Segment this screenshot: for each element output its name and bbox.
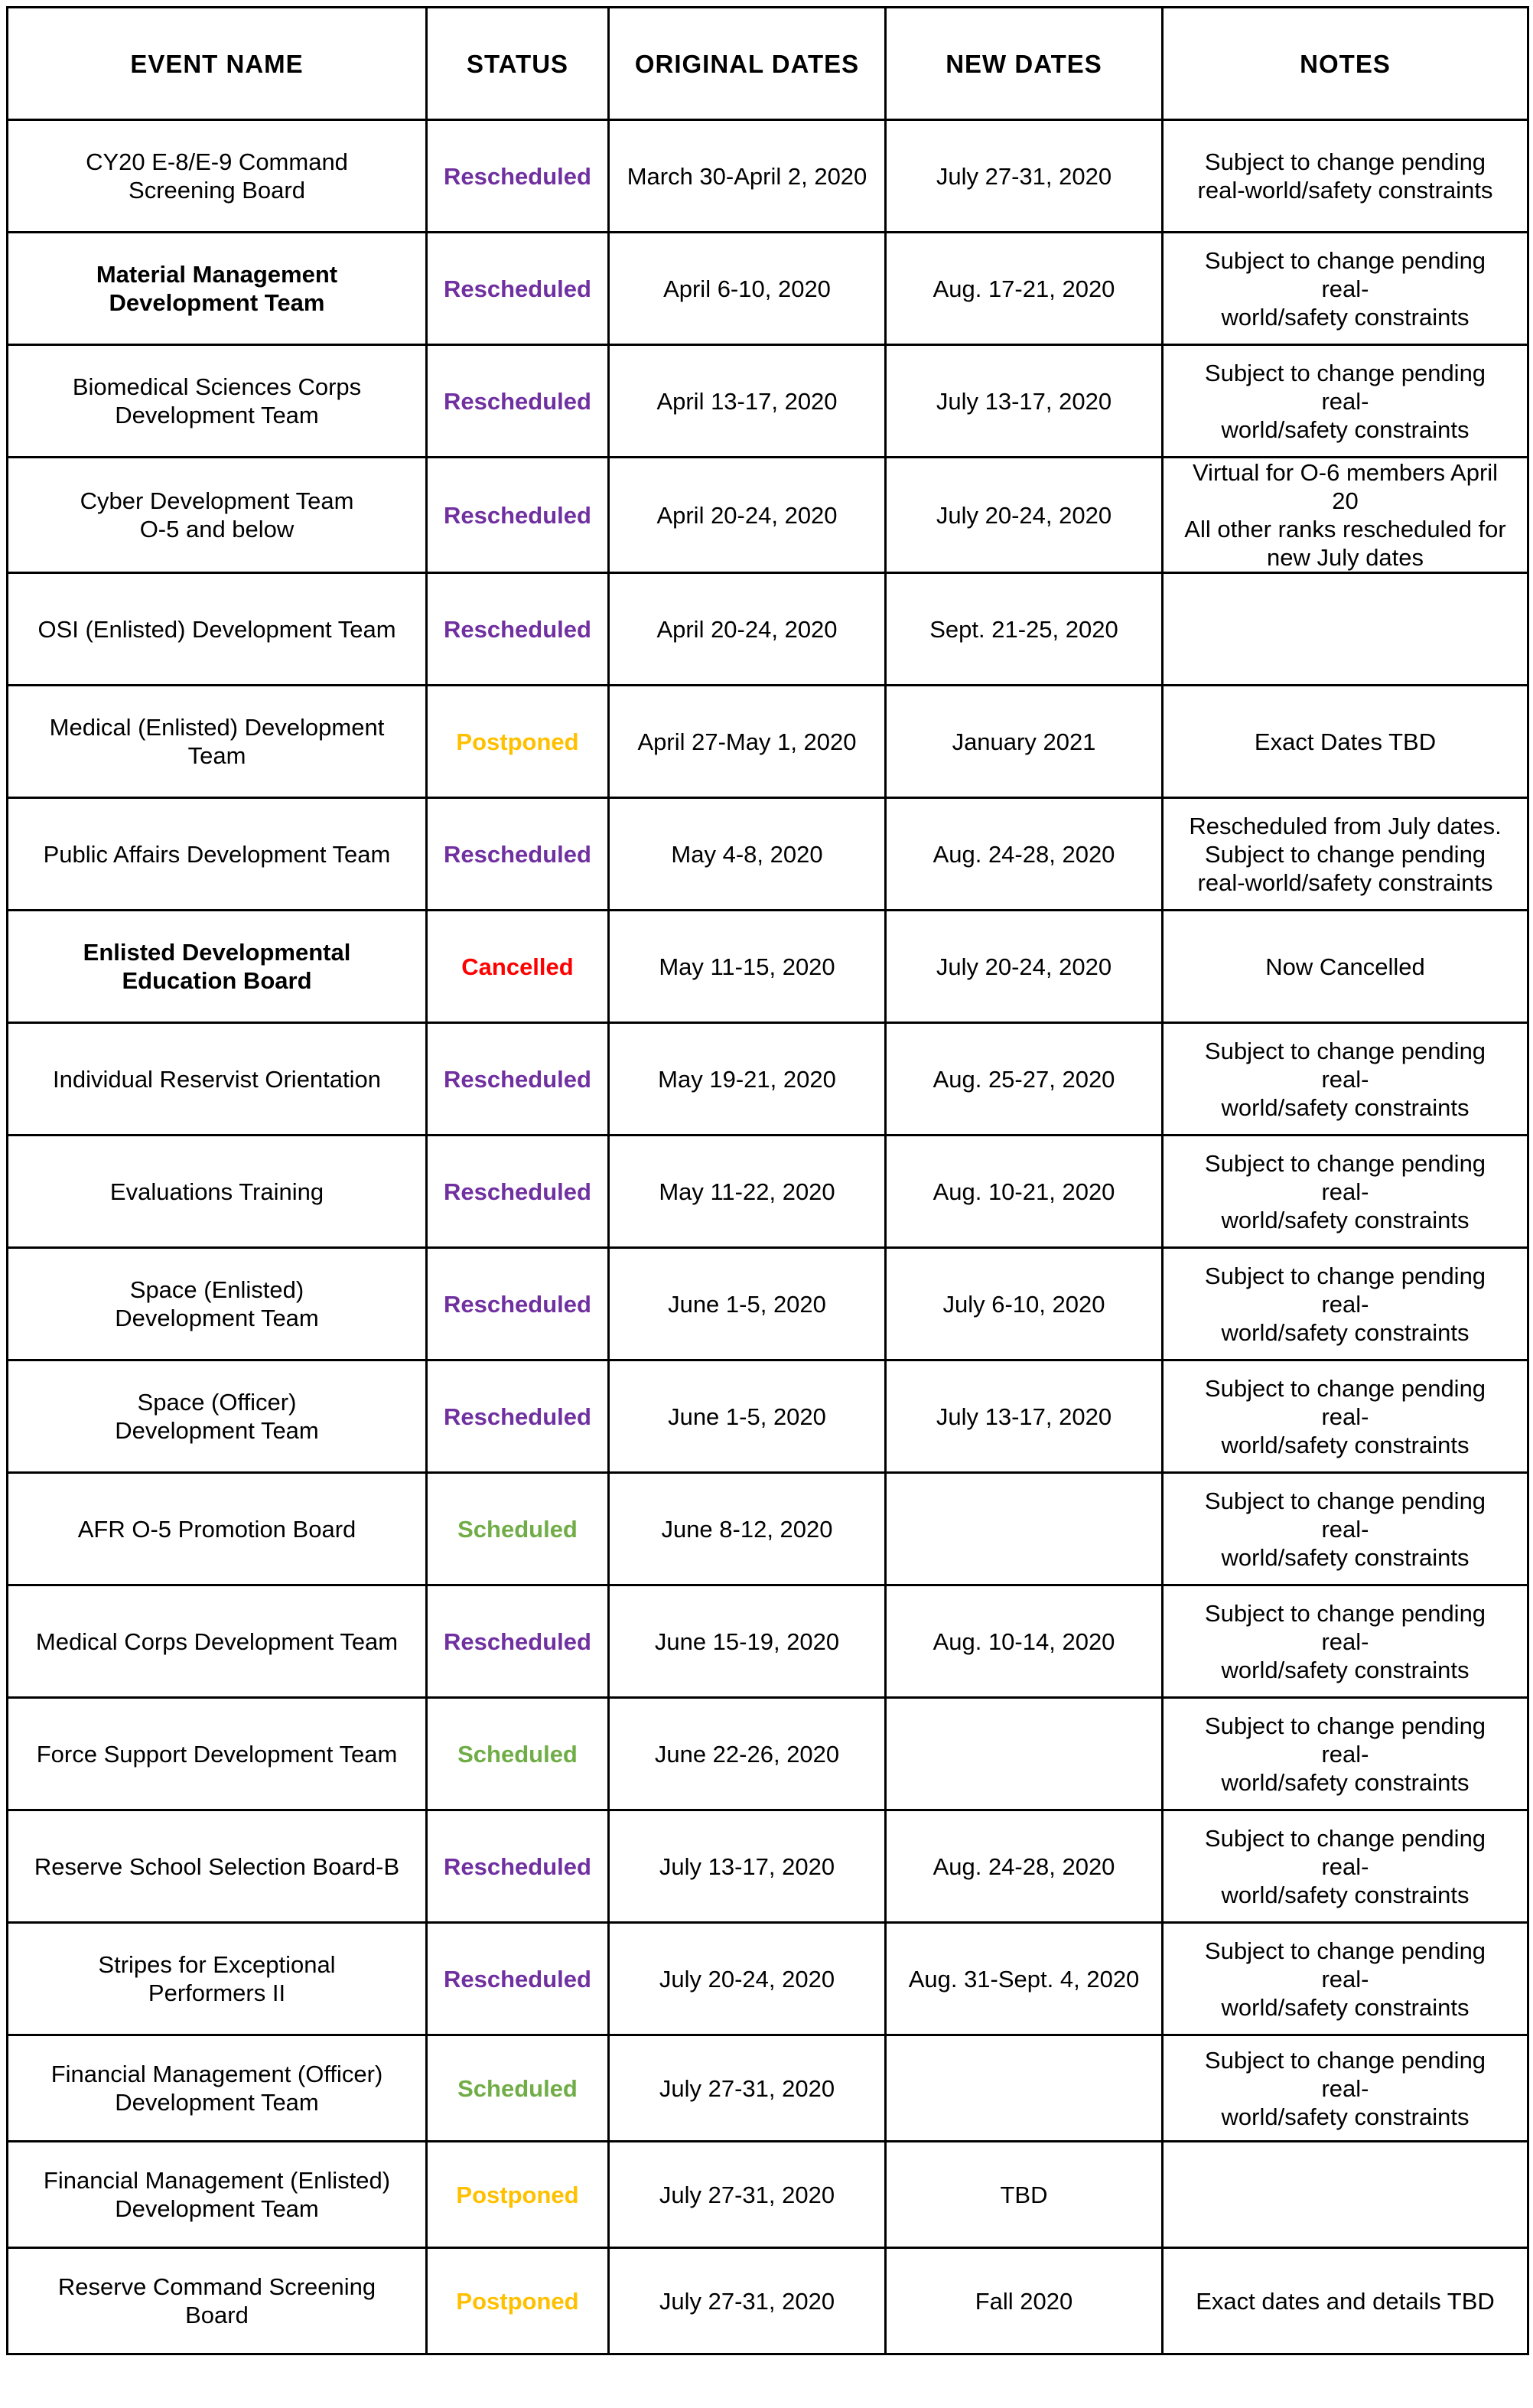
status-cell: Scheduled [427, 1698, 609, 1810]
table-row [8, 2142, 1528, 2248]
event-name-line: Development Team [115, 402, 319, 428]
status-cell: Rescheduled [427, 1023, 609, 1136]
notes-line: world/safety constraints [1221, 1431, 1470, 1458]
table-row [8, 686, 1528, 798]
event-name-cell [8, 233, 427, 345]
status-cell: Postponed [427, 2248, 609, 2354]
new-dates-cell: Aug. 24-28, 2020 [886, 1810, 1163, 1923]
new-dates-cell: Aug. 17-21, 2020 [886, 233, 1163, 345]
table-row [8, 1698, 1528, 1810]
status-cell: Rescheduled [427, 1248, 609, 1360]
new-dates-cell: July 20-24, 2020 [886, 458, 1163, 573]
status-cell: Scheduled [427, 1473, 609, 1585]
notes-line: real- [1321, 2074, 1369, 2102]
event-name-line: Material Management [96, 261, 338, 288]
event-name-line: Education Board [122, 967, 312, 994]
notes-line: Subject to change pending [1204, 1262, 1486, 1289]
notes-line: Subject to change pending [1204, 148, 1486, 175]
notes-line: real- [1321, 1740, 1369, 1768]
notes-cell [1163, 345, 1528, 458]
notes-cell [1163, 2142, 1528, 2248]
original-dates-cell: April 6-10, 2020 [609, 233, 886, 345]
notes-cell [1163, 1023, 1528, 1136]
notes-cell [1163, 1136, 1528, 1248]
table-row [8, 1473, 1528, 1585]
notes-line: real- [1321, 1852, 1369, 1880]
event-name-line: Cyber Development Team [80, 487, 354, 514]
table-row [8, 233, 1528, 345]
original-dates-cell: April 20-24, 2020 [609, 573, 886, 686]
table-row [8, 1136, 1528, 1248]
original-dates-cell: April 13-17, 2020 [609, 345, 886, 458]
notes-line: Subject to change pending [1204, 1037, 1486, 1064]
notes-line: Subject to change pending [1204, 1487, 1486, 1514]
event-name-line: Financial Management (Officer) [50, 2061, 383, 2087]
table-row [8, 120, 1528, 233]
status-cell: Rescheduled [427, 120, 609, 233]
event-name-cell [8, 573, 427, 686]
status-cell: Rescheduled [427, 345, 609, 458]
original-dates-cell: May 11-15, 2020 [609, 911, 886, 1023]
event-name-cell [8, 1923, 427, 2035]
notes-line: real- [1321, 1965, 1369, 1993]
event-name-line: CY20 E-8/E-9 Command [86, 148, 348, 175]
new-dates-cell [886, 2035, 1163, 2142]
notes-cell [1163, 573, 1528, 686]
notes-cell [1163, 2248, 1528, 2354]
event-name-line: Individual Reservist Orientation [52, 1065, 382, 1093]
notes-line: world/safety constraints [1221, 2103, 1470, 2130]
original-dates-cell: July 27-31, 2020 [609, 2248, 886, 2354]
notes-cell [1163, 233, 1528, 345]
table-row [8, 1585, 1528, 1698]
notes-cell [1163, 798, 1528, 911]
event-name-line: Space (Officer) [137, 1389, 297, 1416]
new-dates-cell: Fall 2020 [886, 2248, 1163, 2354]
notes-line: world/safety constraints [1221, 1993, 1470, 2021]
event-name-cell [8, 2035, 427, 2142]
notes-cell [1163, 458, 1528, 573]
status-cell: Rescheduled [427, 798, 609, 911]
event-name-line: Reserve Command Screening [57, 2273, 376, 2300]
event-name-line: Enlisted Developmental [83, 939, 351, 966]
event-name-cell [8, 686, 427, 798]
notes-line: Exact Dates TBD [1254, 728, 1437, 755]
notes-line: real- [1321, 1515, 1369, 1543]
event-name-line: Space (Enlisted) [129, 1276, 304, 1303]
status-cell: Rescheduled [427, 1360, 609, 1473]
new-dates-cell: TBD [886, 2142, 1163, 2248]
new-dates-cell: Sept. 21-25, 2020 [886, 573, 1163, 686]
event-name-cell [8, 1136, 427, 1248]
notes-line: Exact dates and details TBD [1196, 2287, 1495, 2315]
event-name-cell [8, 911, 427, 1023]
event-name-line: Evaluations Training [109, 1178, 324, 1205]
event-name-cell [8, 1023, 427, 1136]
notes-line: real- [1321, 275, 1369, 302]
notes-cell [1163, 2035, 1528, 2142]
table-row [8, 911, 1528, 1023]
notes-line: Subject to change pending [1204, 2046, 1486, 2074]
table-row [8, 1248, 1528, 1360]
event-name-cell [8, 2248, 427, 2354]
original-dates-cell: July 20-24, 2020 [609, 1923, 886, 2035]
notes-line: Now Cancelled [1265, 953, 1425, 980]
header-event-name: EVENT NAME [8, 8, 427, 120]
event-name-cell [8, 458, 427, 573]
event-name-cell [8, 1698, 427, 1810]
table-row [8, 2248, 1528, 2354]
header-notes: NOTES [1163, 8, 1528, 120]
notes-line: Virtual for O-6 members April [1192, 459, 1499, 486]
event-name-line: Reserve School Selection Board-B [34, 1852, 400, 1880]
new-dates-cell: July 13-17, 2020 [886, 1360, 1163, 1473]
notes-cell [1163, 1248, 1528, 1360]
original-dates-cell: June 22-26, 2020 [609, 1698, 886, 1810]
notes-line: real- [1321, 1290, 1369, 1318]
event-name-line: Performers II [148, 1980, 286, 2006]
notes-line: world/safety constraints [1221, 1206, 1470, 1233]
notes-line: world/safety constraints [1221, 1768, 1470, 1796]
new-dates-cell: July 13-17, 2020 [886, 345, 1163, 458]
notes-line: Subject to change pending [1204, 1824, 1486, 1852]
notes-cell [1163, 686, 1528, 798]
event-name-line: Financial Management (Enlisted) [43, 2167, 391, 2194]
header-new-dates: NEW DATES [886, 8, 1163, 120]
notes-line: world/safety constraints [1221, 303, 1470, 331]
notes-line: world/safety constraints [1221, 1656, 1470, 1683]
event-name-line: Development Team [115, 2089, 319, 2116]
notes-line: Rescheduled from July dates. [1189, 812, 1502, 839]
status-cell: Cancelled [427, 911, 609, 1023]
original-dates-cell: May 11-22, 2020 [609, 1136, 886, 1248]
notes-line: Subject to change pending [1204, 1149, 1486, 1177]
notes-line: real- [1321, 387, 1369, 415]
event-name-line: Development Team [115, 1417, 319, 1444]
original-dates-cell: June 1-5, 2020 [609, 1248, 886, 1360]
original-dates-cell: May 4-8, 2020 [609, 798, 886, 911]
notes-line: Subject to change pending [1204, 1712, 1486, 1739]
header-original-dates: ORIGINAL DATES [609, 8, 886, 120]
notes-line: new July dates [1266, 544, 1424, 571]
event-name-cell [8, 1473, 427, 1585]
status-cell: Scheduled [427, 2035, 609, 2142]
notes-line: 20 [1332, 487, 1359, 514]
status-cell: Rescheduled [427, 1923, 609, 2035]
original-dates-cell: July 27-31, 2020 [609, 2142, 886, 2248]
event-name-cell [8, 120, 427, 233]
new-dates-cell: July 27-31, 2020 [886, 120, 1163, 233]
table-row [8, 458, 1528, 573]
notes-cell [1163, 1698, 1528, 1810]
header-status: STATUS [427, 8, 609, 120]
notes-line: Subject to change pending [1204, 1599, 1486, 1627]
status-cell: Postponed [427, 686, 609, 798]
original-dates-cell: May 19-21, 2020 [609, 1023, 886, 1136]
event-name-line: O-5 and below [139, 516, 295, 543]
original-dates-cell: July 27-31, 2020 [609, 2035, 886, 2142]
event-name-cell [8, 798, 427, 911]
notes-cell [1163, 911, 1528, 1023]
status-cell: Rescheduled [427, 233, 609, 345]
original-dates-cell: April 20-24, 2020 [609, 458, 886, 573]
notes-cell [1163, 1360, 1528, 1473]
notes-line: real- [1321, 1065, 1369, 1093]
new-dates-cell [886, 1698, 1163, 1810]
event-name-line: Stripes for Exceptional [98, 1951, 336, 1978]
original-dates-cell: June 1-5, 2020 [609, 1360, 886, 1473]
event-name-cell [8, 1585, 427, 1698]
original-dates-cell: April 27-May 1, 2020 [609, 686, 886, 798]
notes-line: Subject to change pending [1204, 840, 1486, 868]
notes-cell [1163, 1585, 1528, 1698]
event-name-line: OSI (Enlisted) Development Team [37, 615, 396, 643]
new-dates-cell: Aug. 24-28, 2020 [886, 798, 1163, 911]
table-row [8, 798, 1528, 911]
notes-line: world/safety constraints [1221, 1543, 1470, 1571]
event-name-line: Development Team [115, 2195, 319, 2222]
table-body [8, 120, 1528, 2354]
event-schedule-table [6, 6, 1529, 2355]
table-row [8, 573, 1528, 686]
event-name-line: Board [185, 2302, 249, 2328]
original-dates-cell: March 30-April 2, 2020 [609, 120, 886, 233]
notes-line: real-world/safety constraints [1197, 177, 1493, 204]
event-name-cell [8, 1810, 427, 1923]
status-cell: Postponed [427, 2142, 609, 2248]
notes-line: world/safety constraints [1221, 1093, 1470, 1121]
notes-line: Subject to change pending [1204, 1937, 1486, 1964]
original-dates-cell: July 13-17, 2020 [609, 1810, 886, 1923]
notes-line: All other ranks rescheduled for [1184, 516, 1506, 543]
new-dates-cell: Aug. 10-14, 2020 [886, 1585, 1163, 1698]
event-name-line: Screening Board [129, 177, 305, 204]
notes-line: world/safety constraints [1221, 1318, 1470, 1346]
event-name-line: AFR O-5 Promotion Board [77, 1515, 356, 1543]
table-row [8, 345, 1528, 458]
notes-line: world/safety constraints [1221, 415, 1470, 443]
notes-line: real- [1321, 1178, 1369, 1205]
status-cell: Rescheduled [427, 1136, 609, 1248]
table-row [8, 2035, 1528, 2142]
status-cell: Rescheduled [427, 1585, 609, 1698]
event-name-cell [8, 2142, 427, 2248]
notes-cell [1163, 1923, 1528, 2035]
new-dates-cell: January 2021 [886, 686, 1163, 798]
notes-cell [1163, 1810, 1528, 1923]
table-row [8, 1810, 1528, 1923]
original-dates-cell: June 15-19, 2020 [609, 1585, 886, 1698]
notes-line: world/safety constraints [1221, 1881, 1470, 1908]
notes-line: Subject to change pending [1204, 359, 1486, 386]
status-cell: Rescheduled [427, 458, 609, 573]
event-name-line: Medical Corps Development Team [35, 1628, 399, 1655]
notes-line: Subject to change pending [1204, 1374, 1486, 1402]
table-row [8, 1923, 1528, 2035]
new-dates-cell: July 6-10, 2020 [886, 1248, 1163, 1360]
event-name-line: Public Affairs Development Team [43, 840, 391, 868]
status-cell: Rescheduled [427, 1810, 609, 1923]
notes-line: real-world/safety constraints [1197, 868, 1493, 896]
notes-cell [1163, 1473, 1528, 1585]
event-name-line: Medical (Enlisted) Development [49, 714, 385, 741]
notes-line: real- [1321, 1628, 1369, 1655]
event-name-cell [8, 345, 427, 458]
event-name-line: Development Team [109, 289, 325, 316]
event-name-line: Team [187, 742, 246, 769]
event-name-line: Development Team [115, 1305, 319, 1331]
new-dates-cell: Aug. 10-21, 2020 [886, 1136, 1163, 1248]
notes-line: real- [1321, 1403, 1369, 1430]
event-name-cell [8, 1248, 427, 1360]
original-dates-cell: June 8-12, 2020 [609, 1473, 886, 1585]
new-dates-cell: Aug. 31-Sept. 4, 2020 [886, 1923, 1163, 2035]
new-dates-cell [886, 1473, 1163, 1585]
new-dates-cell: Aug. 25-27, 2020 [886, 1023, 1163, 1136]
table-row [8, 1023, 1528, 1136]
event-name-line: Biomedical Sciences Corps [72, 373, 362, 400]
header-row [8, 8, 1528, 120]
table-row [8, 1360, 1528, 1473]
event-name-line: Force Support Development Team [36, 1740, 398, 1768]
new-dates-cell: July 20-24, 2020 [886, 911, 1163, 1023]
event-name-cell [8, 1360, 427, 1473]
status-cell: Rescheduled [427, 573, 609, 686]
notes-cell [1163, 120, 1528, 233]
notes-line: Subject to change pending [1204, 246, 1486, 274]
